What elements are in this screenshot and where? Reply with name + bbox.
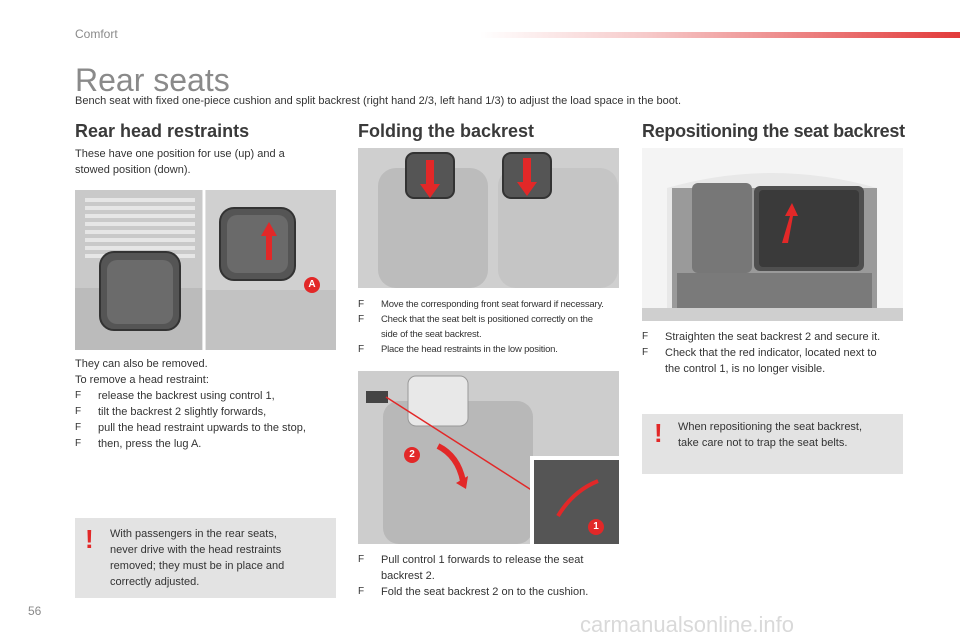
- warning-line: take care not to trap the seat belts.: [678, 437, 848, 449]
- list-item-text: backrest 2.: [381, 570, 435, 582]
- folding-steps: [358, 552, 628, 600]
- list-item-text: Check that the seat belt is positioned correctly on the: [381, 314, 593, 325]
- folding-headrests-photo: [358, 148, 619, 288]
- callout-2: 2: [404, 447, 420, 463]
- passenger-warning-box: [75, 518, 336, 598]
- restraints-intro-line: stowed position (down).: [75, 164, 191, 176]
- intro-text: Bench seat with fixed one-piece cushion and split backrest (right hand 2/3, left hand 1/3) to adjust the load space in the boot.: [75, 95, 681, 107]
- list-item-text: Check that the red indicator, located next to: [665, 347, 877, 359]
- warning-text: [110, 526, 284, 590]
- folding-backrest-heading: Folding the backrest: [358, 121, 535, 141]
- list-item: [358, 342, 623, 357]
- bullet-marker: F: [642, 331, 649, 342]
- list-item-text: side of the seat backrest.: [381, 329, 482, 340]
- remove-intro-line: They can also be removed.: [75, 358, 208, 370]
- warning-line: When repositioning the seat backrest,: [678, 421, 863, 433]
- list-item-text: Straighten the seat backrest 2 and secure it.: [665, 331, 881, 343]
- list-item-text: Pull control 1 forwards to release the seat: [381, 554, 584, 566]
- bullet-marker: F: [358, 554, 365, 565]
- page-title: Rear seats: [75, 62, 230, 98]
- list-item-text: Move the corresponding front seat forward if necessary.: [381, 299, 604, 310]
- preparation-list: [358, 297, 623, 357]
- watermark: carmanualsonline.info: [580, 612, 795, 637]
- repositioning-steps: [642, 329, 912, 377]
- warning-line: removed; they must be in place and: [110, 560, 285, 572]
- warning-icon: !: [85, 524, 94, 554]
- warning-line: never drive with the head restraints: [110, 544, 282, 556]
- warning-line: correctly adjusted.: [110, 576, 200, 588]
- list-item: [75, 436, 345, 452]
- remove-intro-line: To remove a head restraint:: [75, 374, 209, 386]
- seatbelt-warning-box: [642, 414, 903, 474]
- bullet-marker: F: [75, 390, 82, 401]
- list-item: [75, 404, 345, 420]
- callout-a: A: [304, 277, 320, 293]
- list-item-text: Place the head restraints in the low position.: [381, 344, 558, 355]
- restraints-intro-line: These have one position for use (up) and a: [75, 148, 285, 160]
- bullet-marker: F: [358, 299, 364, 310]
- list-item-text: Fold the seat backrest 2 on to the cushion.: [381, 586, 589, 598]
- remove-steps-list: [75, 388, 345, 452]
- bullet-marker: F: [642, 347, 649, 358]
- folding-steps-list: [358, 552, 628, 600]
- bullet-marker: F: [358, 586, 365, 597]
- list-item: [358, 297, 623, 312]
- list-item-text: the control 1, is no longer visible.: [665, 363, 826, 375]
- page-number: 56: [28, 604, 42, 618]
- bullet-marker: F: [75, 406, 82, 417]
- repositioning-steps-list: [642, 329, 912, 377]
- rear-head-restraints-heading: Rear head restraints: [75, 121, 250, 141]
- list-item-text: release the backrest using control 1,: [98, 390, 275, 402]
- list-item: [358, 312, 623, 342]
- restraints-intro: [75, 146, 285, 178]
- header-accent-bar: [480, 32, 960, 38]
- list-item-text: then, press the lug A.: [98, 438, 202, 450]
- folding-control-photo: [358, 371, 619, 544]
- bullet-marker: F: [358, 344, 364, 355]
- warning-icon: !: [654, 418, 663, 448]
- boot-photo: [642, 148, 903, 321]
- remove-instructions: [75, 356, 345, 452]
- list-item: [642, 329, 912, 345]
- bullet-marker: F: [75, 422, 82, 433]
- list-item: [75, 420, 345, 436]
- section-label: Comfort: [75, 27, 118, 41]
- list-item: [75, 388, 345, 404]
- folding-preparation: [358, 297, 623, 357]
- list-item-text: pull the head restraint upwards to the stop,: [98, 422, 306, 434]
- repositioning-heading: Repositioning the seat backrest: [642, 121, 905, 141]
- list-item: [358, 584, 628, 600]
- warning-line: With passengers in the rear seats,: [110, 528, 277, 540]
- list-item: [642, 345, 912, 377]
- list-item-text: tilt the backrest 2 slightly forwards,: [98, 406, 267, 418]
- callout-1: 1: [588, 519, 604, 535]
- head-restraint-photo: [75, 190, 336, 350]
- bullet-marker: F: [358, 314, 364, 325]
- list-item: [358, 552, 628, 584]
- warning-text: [678, 419, 862, 451]
- bullet-marker: F: [75, 438, 82, 449]
